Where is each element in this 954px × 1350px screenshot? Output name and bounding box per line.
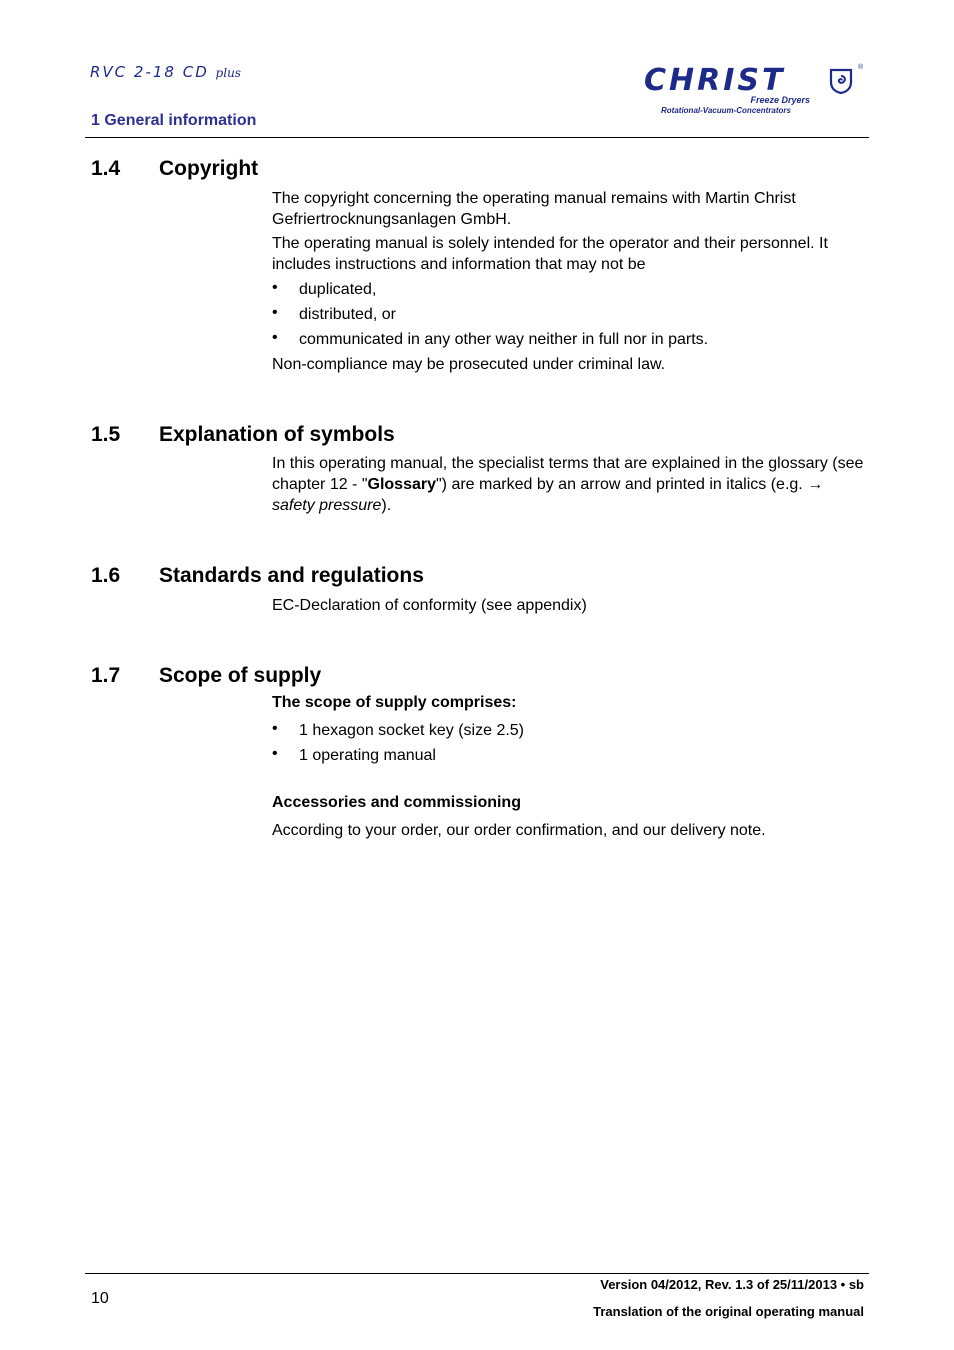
list-item: communicated in any other way neither in full nor in parts. <box>299 331 709 348</box>
page-number: 10 <box>91 1290 109 1307</box>
logo-subtitle-freeze-dryers: Freeze Dryers <box>750 95 810 105</box>
list-item: distributed, or <box>299 306 396 323</box>
section-title-symbols: Explanation of symbols <box>159 423 395 446</box>
version-info: Version 04/2012, Rev. 1.3 of 25/11/2013 • sb <box>600 1277 864 1292</box>
product-name <box>90 63 241 81</box>
registered-mark: ® <box>858 64 864 71</box>
list-item: 1 hexagon socket key (size 2.5) <box>299 722 525 739</box>
logo-spiral-icon <box>828 68 854 94</box>
example-term: safety pressure <box>272 497 382 514</box>
section-title-supply: Scope of supply <box>159 664 322 687</box>
list-item: duplicated, <box>299 281 377 298</box>
symbols-text-a: In this operating manual, the specialist terms that are explained in the glossary (see chapter 12 - " <box>272 455 864 493</box>
symbols-text-c: ). <box>381 497 392 514</box>
header-divider <box>85 137 869 138</box>
logo-subtitle-rvc: Rotational-Vacuum-Concentrators <box>661 106 791 115</box>
list-item: 1 operating manual <box>299 747 436 764</box>
symbols-paragraph <box>272 453 867 516</box>
section-number: 1.4 <box>91 157 121 180</box>
translation-note: Translation of the original operating manual <box>593 1304 864 1319</box>
copyright-paragraph-3: Non-compliance may be prosecuted under criminal law. <box>272 356 666 373</box>
copyright-paragraph-1: The copyright concerning the operating manual remains with Martin Christ Gefriertrocknungsanlagen GmbH. <box>272 190 796 228</box>
section-number: 1.5 <box>91 423 121 446</box>
christ-logo <box>644 64 866 118</box>
bullet-icon: • <box>272 745 278 762</box>
standards-paragraph: EC-Declaration of conformity (see appendix) <box>272 597 587 614</box>
accessories-subheading: Accessories and commissioning <box>272 794 521 811</box>
bullet-icon: • <box>272 329 278 346</box>
product-suffix: plus <box>215 66 241 80</box>
glossary-term: Glossary <box>367 476 436 493</box>
footer-divider <box>85 1273 869 1274</box>
bullet-icon: • <box>272 279 278 296</box>
symbols-text-b: ") are marked by an arrow and printed in italics (e.g. <box>436 476 808 493</box>
section-number: 1.6 <box>91 564 121 587</box>
chapter-title: 1 General information <box>91 112 257 129</box>
bullet-icon: • <box>272 720 278 737</box>
copyright-paragraph-2: The operating manual is solely intended for the operator and their personnel. It includes instructions and information that may not be <box>272 235 828 273</box>
bullet-icon: • <box>272 304 278 321</box>
arrow-icon: → <box>807 476 824 493</box>
section-title-standards: Standards and regulations <box>159 564 424 587</box>
section-number: 1.7 <box>91 664 121 687</box>
supply-subheading: The scope of supply comprises: <box>272 694 517 711</box>
section-title-copyright: Copyright <box>159 157 259 180</box>
product-model: RVC 2-18 CD <box>90 63 209 81</box>
logo-wordmark: CHRIST <box>644 63 786 98</box>
accessories-paragraph: According to your order, our order confirmation, and our delivery note. <box>272 822 766 839</box>
